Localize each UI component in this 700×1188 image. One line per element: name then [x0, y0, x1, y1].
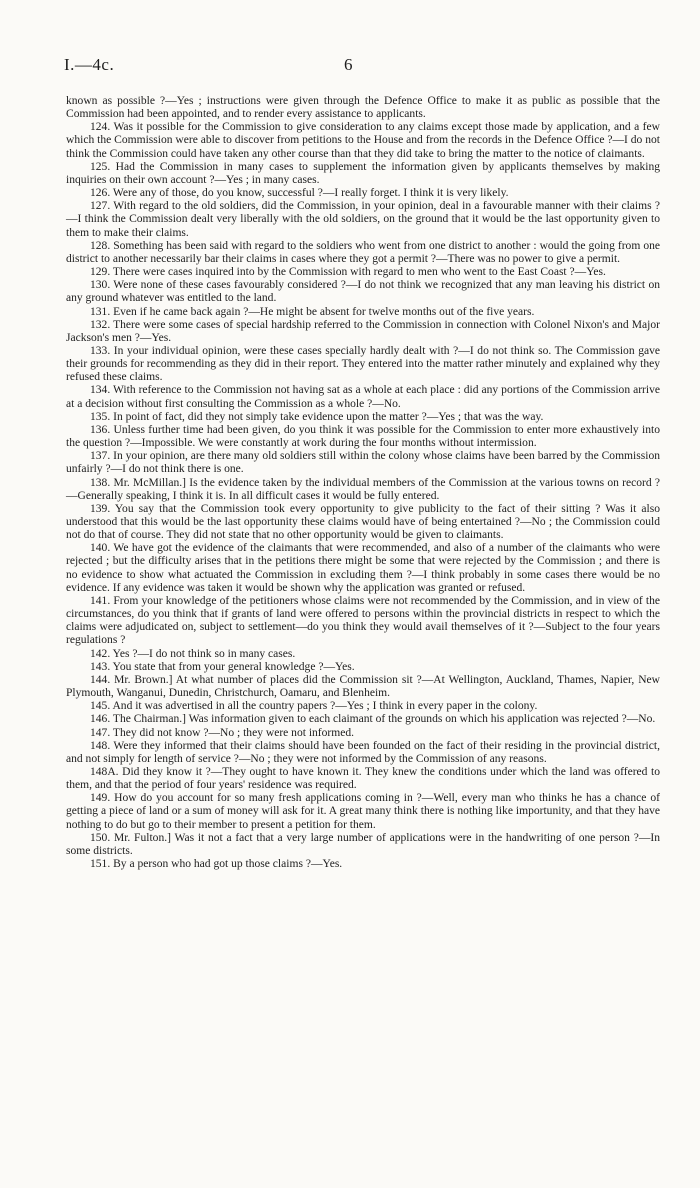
paragraph: 135. In point of fact, did they not simply take evidence upon the matter ?—Yes ; that was the way.	[90, 410, 544, 423]
paragraph: 128. Something has been said with regard to the soldiers who went from one district to another : would the going from one district to another necessarily bar their claims in cases where they got a permit ?—There was no power to give a permit.	[66, 239, 660, 265]
paragraph: 146. The Chairman.] Was information given to each claimant of the grounds on which his application was rejected ?—No.	[90, 713, 656, 726]
paragraph: 148. Were they informed that their claims should have been founded on the fact of their residing in the provincial district, and not simply for length of service ?—No ; they were not informed by the Commission of any reasons.	[66, 739, 660, 765]
paragraph: 140. We have got the evidence of the claimants that were recommended, and also of a number of the claimants who were rejected ; but the difficulty arises that in the petitions there might be some that were rejected by the Commission ; and there is no evidence to show what actuated the Commission in excluding them ?—I think probably in some cases there would be no evidence. If any evidence was taken it would be shown why the application was granted or refused.	[66, 542, 660, 594]
paragraph: 139. You say that the Commission took every opportunity to give publicity to the fact of their sitting ? Was it also understood that this would be the last opportunity these claims would have of being entertained ?—No ; the Commission could not do that of course. They did not state that no other opportunity would be given to claimants.	[66, 502, 660, 542]
testimony-text	[66, 95, 660, 871]
paragraph: known as possible ?—Yes ; instructions were given through the Defence Office to make it as public as possible that the Commission had been appointed, and to render every assistance to applicants.	[66, 95, 660, 121]
paragraph: 133. In your individual opinion, were these cases specially hardly dealt with ?—I do not think so. The Commission gave their grounds for recommending as they did in their report. They entered into the matter rather minutely and explained why they refused these claims.	[66, 344, 660, 384]
paragraph: 148A. Did they know it ?—They ought to have known it. They knew the conditions under which the land was offered to them, and that the period of four years' residence was required.	[66, 765, 660, 792]
paragraph: 144. Mr. Brown.] At what number of places did the Commission sit ?—At Wellington, Auckland, Thames, Napier, New Plymouth, Wanganui, Dunedin, Christchurch, Oamaru, and Blenheim.	[66, 673, 660, 700]
page-number: 6	[344, 55, 353, 74]
paragraph: 142. Yes ?—I do not think so in many cases.	[90, 647, 296, 660]
paragraph: 136. Unless further time had been given, do you think it was possible for the Commission to enter more exhaustively into the question ?—Impossible. We were constantly at work during the four months without intermission.	[66, 423, 660, 450]
paragraph: 143. You state that from your general knowledge ?—Yes.	[90, 660, 355, 673]
paragraph: 132. There were some cases of special hardship referred to the Commission in connection with Colonel Nixon's and Major Jackson's men ?—Yes.	[66, 318, 660, 344]
paragraph: 131. Even if he came back again ?—He might be absent for twelve months out of the five years.	[90, 305, 535, 318]
paragraph: 129. There were cases inquired into by the Commission with regard to men who went to the East Coast ?—Yes.	[90, 266, 606, 279]
paragraph: 137. In your opinion, are there many old soldiers still within the colony whose claims have been barred by the Commission unfairly ?—I do not think there is one.	[66, 450, 660, 476]
paragraph: 134. With reference to the Commission not having sat as a whole at each place : did any portions of the Commission arrive at a decision without first consulting the Commission as a whole ?—No.	[66, 384, 660, 410]
paragraph: 150. Mr. Fulton.] Was it not a fact that a very large number of applications were in the handwriting of one person ?—In some districts.	[66, 831, 660, 857]
paragraph: 151. By a person who had got up those claims ?—Yes.	[90, 858, 343, 871]
paragraph: 124. Was it possible for the Commission to give consideration to any claims except those made by application, and a few which the Commission were able to discover from petitions to the House and from the records in the Defence Office ?—I do not think the Commission could have taken any other course than that they did take to bring the matter to the notice of claimants.	[66, 121, 660, 160]
paragraph: 141. From your knowledge of the petitioners whose claims were not recommended by the Commission, and in view of the circumstances, do you think that if grants of land were offered to persons within the provincial districts in respect to which the claims were adjudicated on, subject to settlement—do you think they would avail themselves of it ?—Subject to the four years regulations ?	[66, 594, 660, 647]
page-header	[64, 55, 660, 81]
paragraph: 130. Were none of these cases favourably considered ?—I do not think we recognized that any man leaving his district on any ground whatever was entitled to the land.	[66, 279, 660, 305]
paragraph: 147. They did not know ?—No ; they were not informed.	[90, 726, 355, 739]
paragraph: 125. Had the Commission in many cases to supplement the information given by applicants themselves by making inquiries on their own account ?—Yes ; in many cases.	[66, 160, 660, 186]
document-reference: I.—4c.	[64, 55, 115, 74]
paragraph: 126. Were any of those, do you know, successful ?—I really forget. I think it is very likely.	[90, 187, 509, 200]
paragraph: 149. How do you account for so many fresh applications coming in ?—Well, every man who thinks he has a chance of getting a piece of land or a sum of money will ask for it. A great many think there is nothing like importunity, and that they have nothing to do but go to their member to present a petition for them.	[66, 792, 660, 831]
paragraph: 127. With regard to the old soldiers, did the Commission, in your opinion, deal in a favourable manner with their claims ?—I think the Commission dealt very liberally with the old soldiers, on the ground that it would be the last opportunity given to them to make their claims.	[66, 200, 660, 239]
paragraph: 138. Mr. McMillan.] Is the evidence taken by the individual members of the Commission at the various towns on record ?—Generally speaking, I think it is. In all difficult cases it would be fully entered.	[66, 476, 660, 502]
paragraph: 145. And it was advertised in all the country papers ?—Yes ; I think in every paper in the colony.	[90, 700, 538, 713]
